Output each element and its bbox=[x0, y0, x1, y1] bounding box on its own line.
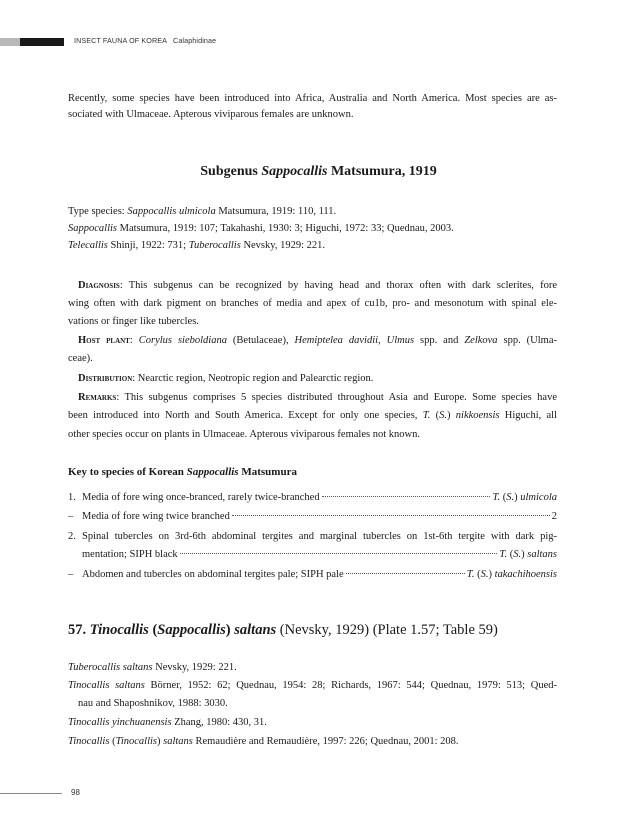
key-couplet-1b: – Media of fore wing twice branched 2 bbox=[68, 511, 557, 522]
running-title: INSECT FAUNA OF KOREA bbox=[74, 36, 168, 45]
remarks-line-3: other species occur on plants in Ulmaceae. Apterous viviparous females not known. bbox=[68, 429, 420, 440]
key-couplet-1a: 1. Media of fore wing once-branced, rarely twice-branched T. (S.) ulmicola bbox=[68, 492, 557, 503]
subgenus-heading: Subgenus Sappocallis Matsumura, 1919 bbox=[200, 164, 437, 179]
diagnosis-line-2: wing often with dark pigment on branches of media and apex of cu1b, pro- and mesonotum with spinal ele- bbox=[68, 298, 557, 309]
species-heading: 57. Tinocallis (Sappocallis) saltans (Nevsky, 1929) (Plate 1.57; Table 59) bbox=[68, 622, 498, 638]
key-result: T. (S.) saltans bbox=[499, 549, 557, 560]
remarks-line-2: been introduced into North and South America. Except for only one species, T. (S.) nikkoensis Higuchi, all bbox=[68, 410, 557, 421]
key-title: Key to species of Korean Sappocallis Matsumura bbox=[68, 466, 297, 478]
key-couplet-2a-line-1: 2. Spinal tubercles on 3rd-6th abdominal tergites and marginal tubercles on 1st-6th tergite with dark pig- bbox=[68, 531, 557, 542]
leader-dots bbox=[346, 573, 465, 574]
diagnosis-line-1: Diagnosis: This subgenus can be recognized by having head and thorax often with dark sclerites, fore bbox=[78, 280, 557, 291]
header-bar-light bbox=[0, 38, 20, 46]
running-header bbox=[74, 36, 216, 45]
synonym-2-line-1: Tinocallis saltans Börner, 1952: 62; Quednau, 1954: 28; Richards, 1967: 544; Quednau, 1979: 513; Qued- bbox=[68, 680, 557, 691]
remarks-line-1: Remarks: This subgenus comprises 5 species distributed throughout Asia and Europe. Some species have bbox=[78, 392, 557, 403]
key-result: 2 bbox=[551, 511, 557, 522]
distribution-line: Distribution: Nearctic region, Neotropic region and Palearctic region. bbox=[78, 373, 374, 384]
synonym-1: Tuberocallis saltans Nevsky, 1929: 221. bbox=[68, 662, 237, 673]
footer-rule bbox=[0, 793, 62, 794]
diagnosis-line-3: vations or finger like tubercles. bbox=[68, 316, 199, 327]
leader-dots bbox=[180, 553, 498, 554]
synonym-line-telecallis: Telecallis Shinji, 1922: 731; Tuberocallis Nevsky, 1929: 221. bbox=[68, 240, 326, 251]
intro-line-1: Recently, some species have been introduced into Africa, Australia and North America. Most species are as- bbox=[68, 93, 557, 104]
key-couplet-2b: – Abdomen and tubercles on abdominal tergites pale; SIPH pale T. (S.) takachihoensis bbox=[68, 569, 557, 580]
host-plant-line-1: Host plant: Corylus sieboldiana (Betulaceae), Hemiptelea davidii, Ulmus spp. and Zelkova spp. (Ulma- bbox=[78, 335, 558, 346]
synonym-4: Tinocallis (Tinocallis) saltans Remaudière and Remaudière, 1997: 226; Quednau, 2001: 208. bbox=[68, 736, 459, 747]
leader-dots bbox=[232, 515, 550, 516]
host-plant-line-2: ceae). bbox=[68, 353, 93, 364]
synonym-line-sappocallis: Sappocallis Matsumura, 1919: 107; Takahashi, 1930: 3; Higuchi, 1972: 33; Quednau, 2003. bbox=[68, 223, 454, 234]
key-couplet-2a-line-2: mentation; SIPH black T. (S.) saltans bbox=[82, 549, 557, 560]
type-species-line: Type species: Sappocallis ulmicola Matsumura, 1919: 110, 111. bbox=[68, 206, 337, 217]
synonym-3: Tinocallis yinchuanensis Zhang, 1980: 430, 31. bbox=[68, 717, 267, 728]
section-name: Calaphidinae bbox=[173, 36, 217, 45]
key-result: T. (S.) ulmicola bbox=[492, 492, 557, 503]
header-bar-dark bbox=[20, 38, 64, 46]
leader-dots bbox=[322, 496, 491, 497]
synonym-2-line-2: nau and Shaposhnikov, 1988: 3030. bbox=[78, 698, 228, 709]
page-number: 98 bbox=[71, 788, 80, 797]
key-result: T. (S.) takachihoensis bbox=[466, 569, 557, 580]
intro-line-2: sociated with Ulmaceae. Apterous viviparous females are unknown. bbox=[68, 109, 354, 120]
